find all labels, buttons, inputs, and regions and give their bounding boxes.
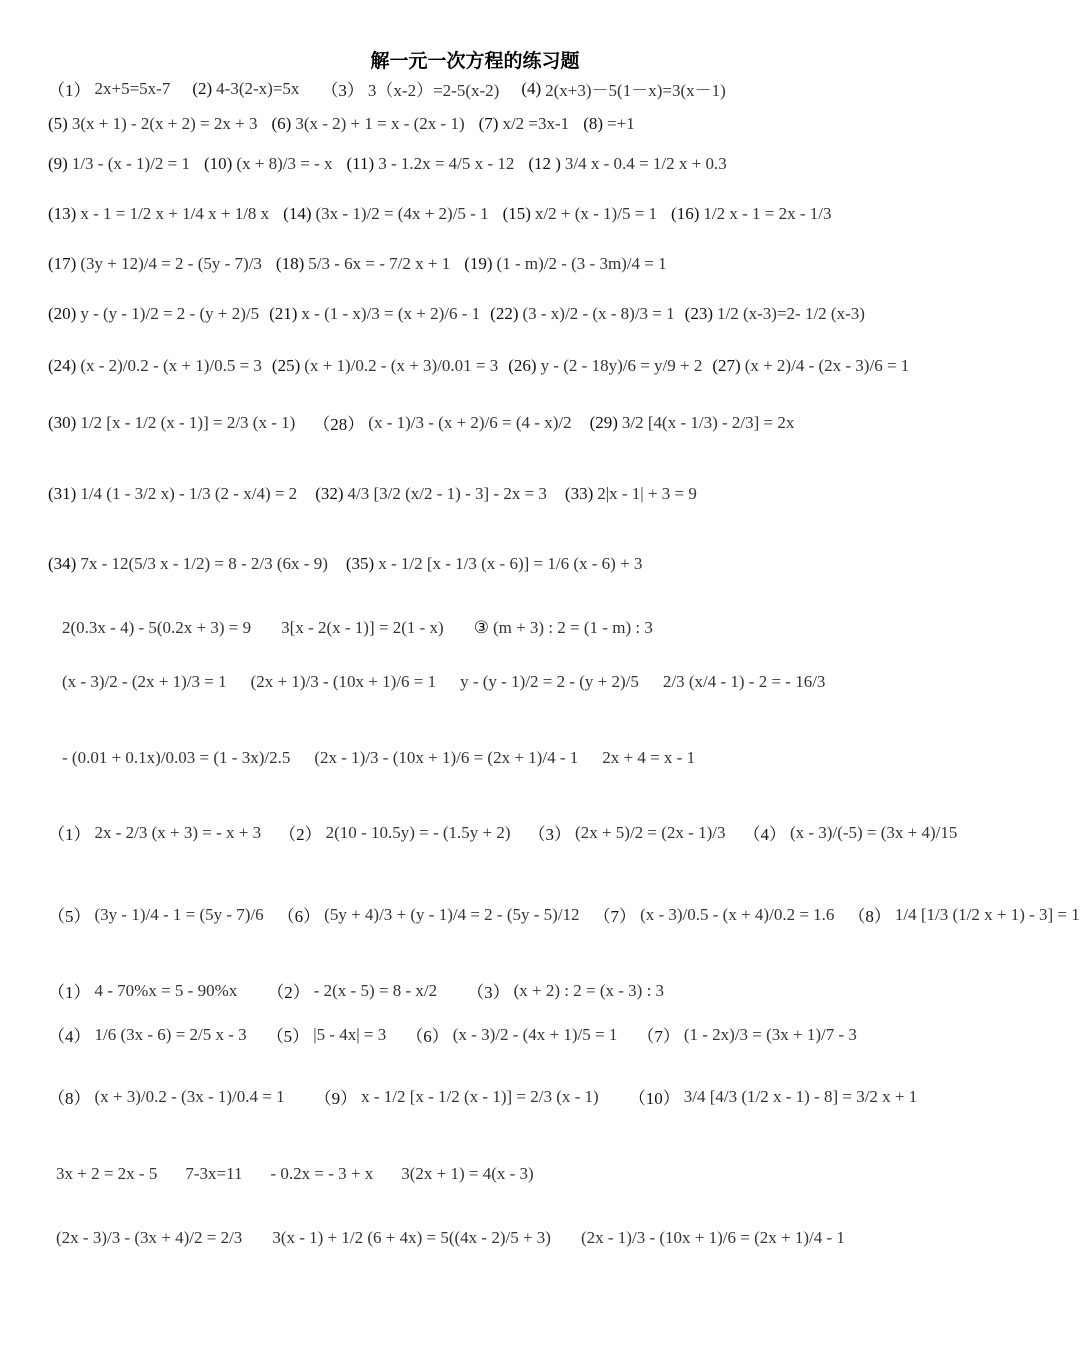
equation [48,304,259,324]
equation-number: （5） [48,907,91,926]
equation-text: 3x + 2 = 2x - 5 [56,1164,158,1183]
equation-row [48,114,930,134]
equation [637,1022,857,1047]
equation-text: 2(x+3)－5(1－x)=3(x－1) [545,81,726,100]
equation-text: - 2(x - 5) = 8 - x/2 [313,980,438,1000]
equation-text: (x + 2)/4 - (2x - 3)/6 = 1 [744,356,910,375]
equation-row [48,1084,930,1109]
equation-number: （4） [48,1027,91,1046]
equation-text: 3/2 [4(x - 1/3) - 2/3] = 2x [621,412,795,432]
equation-number: (34) [48,554,77,573]
equation-row [48,254,930,274]
equation-text: 3(2x + 1) = 4(x - 3) [401,1164,534,1183]
equation [269,304,480,324]
equation [48,356,262,376]
equation-number: （8） [48,1089,91,1108]
equation [283,204,488,224]
equation-text: 1/2 x - 1 = 2x - 1/3 [703,204,832,223]
equation [251,672,437,692]
equation-number: (17) [48,254,77,273]
equation-text: (x - 1)/3 - (x + 2)/6 = (4 - x)/2 [368,412,572,432]
equation-number: (25) [271,356,301,375]
equation-number: (22) [490,304,519,323]
equation-row [48,902,1080,927]
equation-row [62,748,930,768]
equation-text: 3[x - 2(x - 1)] = 2(1 - x) [281,618,444,637]
equation-number: （6） [406,1027,449,1046]
equation-number: (26) [508,356,537,375]
equation-row [48,410,930,435]
equation-number: (2) [192,78,213,98]
equation-text: (x - 3)/(-5) = (3x + 4)/15 [789,822,958,842]
equation-number: （1） [48,983,91,1002]
equation [48,204,269,224]
equation-text: y - (2 - 18y)/6 = y/9 + 2 [540,356,703,375]
equation-text: 2x + 4 = x - 1 [602,748,696,767]
equation-text: (2x + 1)/3 - (10x + 1)/6 = 1 [250,672,437,691]
equation [406,1022,617,1047]
equation-number: （28） [313,415,365,434]
equation-text: x - (1 - x)/3 = (x + 2)/6 - 1 [301,304,481,323]
equation-text: x - 1 = 1/2 x + 1/4 x + 1/8 x [80,204,270,223]
equation [583,114,635,134]
equation [279,820,510,845]
equation-text: (m + 3) : 2 = (1 - m) : 3 [492,618,653,637]
equation-text: 1/4 [1/3 (1/2 x + 1) - 3] = 1 [894,904,1080,924]
equation [581,1228,845,1248]
equation [48,484,297,504]
equation [267,1022,387,1047]
equation-text: 2|x - 1| + 3 = 9 [597,484,697,503]
equation-number: (11) [346,154,375,173]
equation-row [48,1022,930,1047]
equation-row [48,204,930,224]
equation-row [56,1228,930,1248]
equation [48,820,261,845]
equation [594,902,835,927]
equation-text: 2x - 2/3 (x + 3) = - x + 3 [94,822,262,842]
equation-number: （3） [321,81,364,100]
equation-text: y - (y - 1)/2 = 2 - (y + 2)/5 [460,672,639,691]
equation-number: (5) [48,114,68,133]
equation-number: (13) [48,204,77,223]
equation-number: （10） [628,1089,680,1108]
equation [346,554,643,574]
equation-row [48,978,930,1003]
equation-row [48,820,958,845]
equation [315,484,547,504]
equation-number: (27) [712,356,741,375]
equation-text: 7-3x=11 [185,1164,243,1183]
equation-text: (x - 3)/2 - (2x + 1)/3 = 1 [62,672,227,691]
equation-text: (3 - x)/2 - (x - 8)/3 = 1 [522,304,675,323]
equation-text: (3y - 1)/4 - 1 = (5y - 7)/6 [94,904,264,924]
equation-text: (2x + 5)/2 = (2x - 1)/3 [575,822,726,842]
equation-text: 1/3 - (x - 1)/2 = 1 [71,154,191,173]
equation [848,902,1079,927]
equation-text: 2(0.3x - 4) - 5(0.2x + 3) = 9 [62,618,252,637]
equation-number: (6) [271,114,292,133]
equation [712,356,909,376]
equation-number: (21) [269,304,298,323]
equation [267,978,437,1003]
equation-number: (33) [564,484,594,503]
equation-text: x/2 + (x - 1)/5 = 1 [534,204,658,223]
equation-text: (x + 3)/0.2 - (3x - 1)/0.4 = 1 [94,1086,285,1106]
equation-text: 1/2 (x-3)=2- 1/2 (x-3) [716,304,865,323]
equation [48,1022,247,1047]
equation-text: 4/3 [3/2 (x/2 - 1) - 3] - 2x = 3 [347,484,547,503]
equation-text: (5y + 4)/3 + (y - 1)/4 = 2 - (5y - 5)/12 [324,904,580,924]
equation-text: 1/4 (1 - 3/2 x) - 1/3 (2 - x/4) = 2 [80,484,298,503]
equation-row [62,672,930,692]
equation-text: (3x - 1)/2 = (4x + 2)/5 - 1 [315,204,489,223]
equation-text: 4-3(2-x)=5x [216,78,300,98]
equation-text: 7x - 12(5/3 x - 1/2) = 8 - 2/3 (6x - 9) [80,554,328,573]
equation-text: 1/6 (3x - 6) = 2/5 x - 3 [94,1024,247,1044]
equation-number: (14) [283,204,312,223]
equation-text: (x + 8)/3 = - x [236,154,333,173]
equation [56,1228,242,1248]
equation [48,1084,285,1109]
equation [48,154,190,174]
equation-text: (1 - m)/2 - (3 - 3m)/4 = 1 [496,254,667,273]
equation-number: (35) [345,554,375,573]
equation [479,114,570,134]
equation-text: (x + 1)/0.2 - (x + 3)/0.01 = 3 [304,356,499,375]
equation-number: (15) [502,204,531,223]
equation-text: 2/3 (x/4 - 1) - 2 = - 16/3 [662,672,826,691]
equation-number: (7) [478,114,499,133]
equation [272,356,498,376]
equation-number: (20) [48,304,77,323]
equation [192,79,299,99]
equation-text: 5/3 - 6x = - 7/2 x + 1 [308,254,451,273]
equation-number: （1） [48,825,91,844]
equation [467,978,664,1003]
equation-text: 1/2 [x - 1/2 (x - 1)] = 2/3 (x - 1) [80,412,296,432]
equation-text: (1 - 2x)/3 = (3x + 1)/7 - 3 [683,1024,857,1044]
equation-number: (24) [48,356,77,375]
equation [743,820,957,845]
equation-number: (19) [464,254,493,273]
equation [590,413,795,433]
equation-text: 4 - 70%x = 5 - 90%x [94,980,238,1000]
equation-text: =+1 [607,114,635,133]
equation-text: (2x - 3)/3 - (3x + 4)/2 = 2/3 [56,1228,243,1247]
equation-number: (12 ) [528,154,561,173]
equation [270,1164,373,1184]
equation-number: （2） [267,983,310,1002]
equation-number: （7） [593,907,637,926]
equation-number: (8) [583,114,604,133]
equation-text: x - 1/2 [x - 1/2 (x - 1)] = 2/3 (x - 1) [361,1086,599,1106]
equation-text: (2x - 1)/3 - (10x + 1)/6 = (2x + 1)/4 - 1 [580,1228,845,1247]
equation-text: 3（x-2）=2-5(x-2) [367,81,500,100]
page-title: 解一元一次方程的练习题 [370,50,580,72]
equation-number: (4) [521,78,542,98]
equation [663,672,826,692]
equation-text: (x + 2) : 2 = (x - 3) : 3 [513,980,665,1000]
equation-number: （6） [277,907,321,926]
equation-number: (23) [684,304,713,323]
equation-number: (29) [589,412,618,432]
equation-text: 3 - 1.2x = 4/5 x - 12 [378,154,515,173]
equation-row [48,76,930,101]
equation [62,748,290,768]
equation [48,978,237,1003]
equation-text: 3(x - 1) + 1/2 (6 + 4x) = 5((4x - 2)/5 + 3) [272,1228,551,1247]
equation-text: 2x+5=5x-7 [94,78,171,98]
equation [528,154,726,174]
equation [204,154,332,174]
equation-row [48,484,930,504]
equation [474,618,653,638]
equation-number: (10) [204,154,233,173]
equation [48,76,170,101]
equation-row [48,304,930,324]
equation [685,304,865,324]
equation [314,748,578,768]
equation-row [48,356,930,376]
equation [185,1164,242,1184]
equation-text: 3(x - 2) + 1 = x - (2x - 1) [295,114,465,133]
equation [508,356,702,376]
equation-text: - 0.2x = - 3 + x [270,1164,374,1183]
equation-number: （4） [743,825,786,844]
equation-text: x/2 =3x-1 [502,114,570,133]
equation-text: (x - 2)/0.2 - (x + 1)/0.5 = 3 [80,356,262,375]
equation [521,76,725,101]
equation [48,554,328,574]
equation-number: （8） [848,907,891,926]
equation [62,618,251,638]
equation [48,254,262,274]
equation [276,254,450,274]
equation [346,154,514,174]
equation-text: y - (y - 1)/2 = 2 - (y + 2)/5 [80,304,260,323]
equation-text: |5 - 4x| = 3 [313,1024,387,1044]
equation-text: 3(x + 1) - 2(x + 2) = 2x + 3 [71,114,258,133]
equation [56,1164,157,1184]
equation [48,114,257,134]
equation [490,304,675,324]
equation-number: ③ [473,618,489,637]
equation-text: (x - 3)/0.5 - (x + 4)/0.2 = 1.6 [640,904,835,924]
equation [401,1164,533,1184]
equation-number: （7） [637,1027,680,1046]
equation-text: 3/4 [4/3 (1/2 x - 1) - 8] = 3/2 x + 1 [683,1086,918,1106]
equation-number: (18) [275,254,305,273]
equation [271,114,464,134]
equation-number: （3） [467,983,510,1002]
equation [315,1084,599,1109]
equation-number: (9) [48,154,68,173]
equation [503,204,657,224]
equation-row [62,618,930,638]
equation-text: (x - 3)/2 - (4x + 1)/5 = 1 [452,1024,618,1044]
equation [602,748,695,768]
equation [48,413,295,433]
equation-number: (31) [48,484,77,503]
equation [272,1228,551,1248]
equation-number: （1） [48,81,91,100]
equation-text: (3y + 12)/4 = 2 - (5y - 7)/3 [80,254,262,273]
equation-row [56,1164,930,1184]
equation [321,76,499,101]
equation-number: （3） [528,825,572,844]
equation-number: （9） [314,1089,358,1108]
equation [281,618,444,638]
equation [313,410,571,435]
equation-text: 2(10 - 10.5y) = - (1.5y + 2) [325,822,511,842]
equation [629,1084,918,1109]
equation [48,902,264,927]
equation [565,484,697,504]
equation-number: (32) [315,484,344,503]
equation-number: (30) [48,412,77,432]
equation [671,204,831,224]
equation-text: (2x - 1)/3 - (10x + 1)/6 = (2x + 1)/4 - 1 [314,748,579,767]
equation-number: （5） [266,1027,310,1046]
equation-number: (16) [671,204,700,223]
equation [529,820,726,845]
equation-text: - (0.01 + 0.1x)/0.03 = (1 - 3x)/2.5 [62,748,291,767]
equation [464,254,666,274]
equation-row [48,154,930,174]
equation-text: 3/4 x - 0.4 = 1/2 x + 0.3 [564,154,727,173]
equation-number: （2） [279,825,322,844]
equation [460,672,639,692]
equation-row [48,554,930,574]
equation [278,902,580,927]
equation [62,672,227,692]
equation-text: x - 1/2 [x - 1/3 (x - 6)] = 1/6 (x - 6) + 3 [378,554,643,573]
